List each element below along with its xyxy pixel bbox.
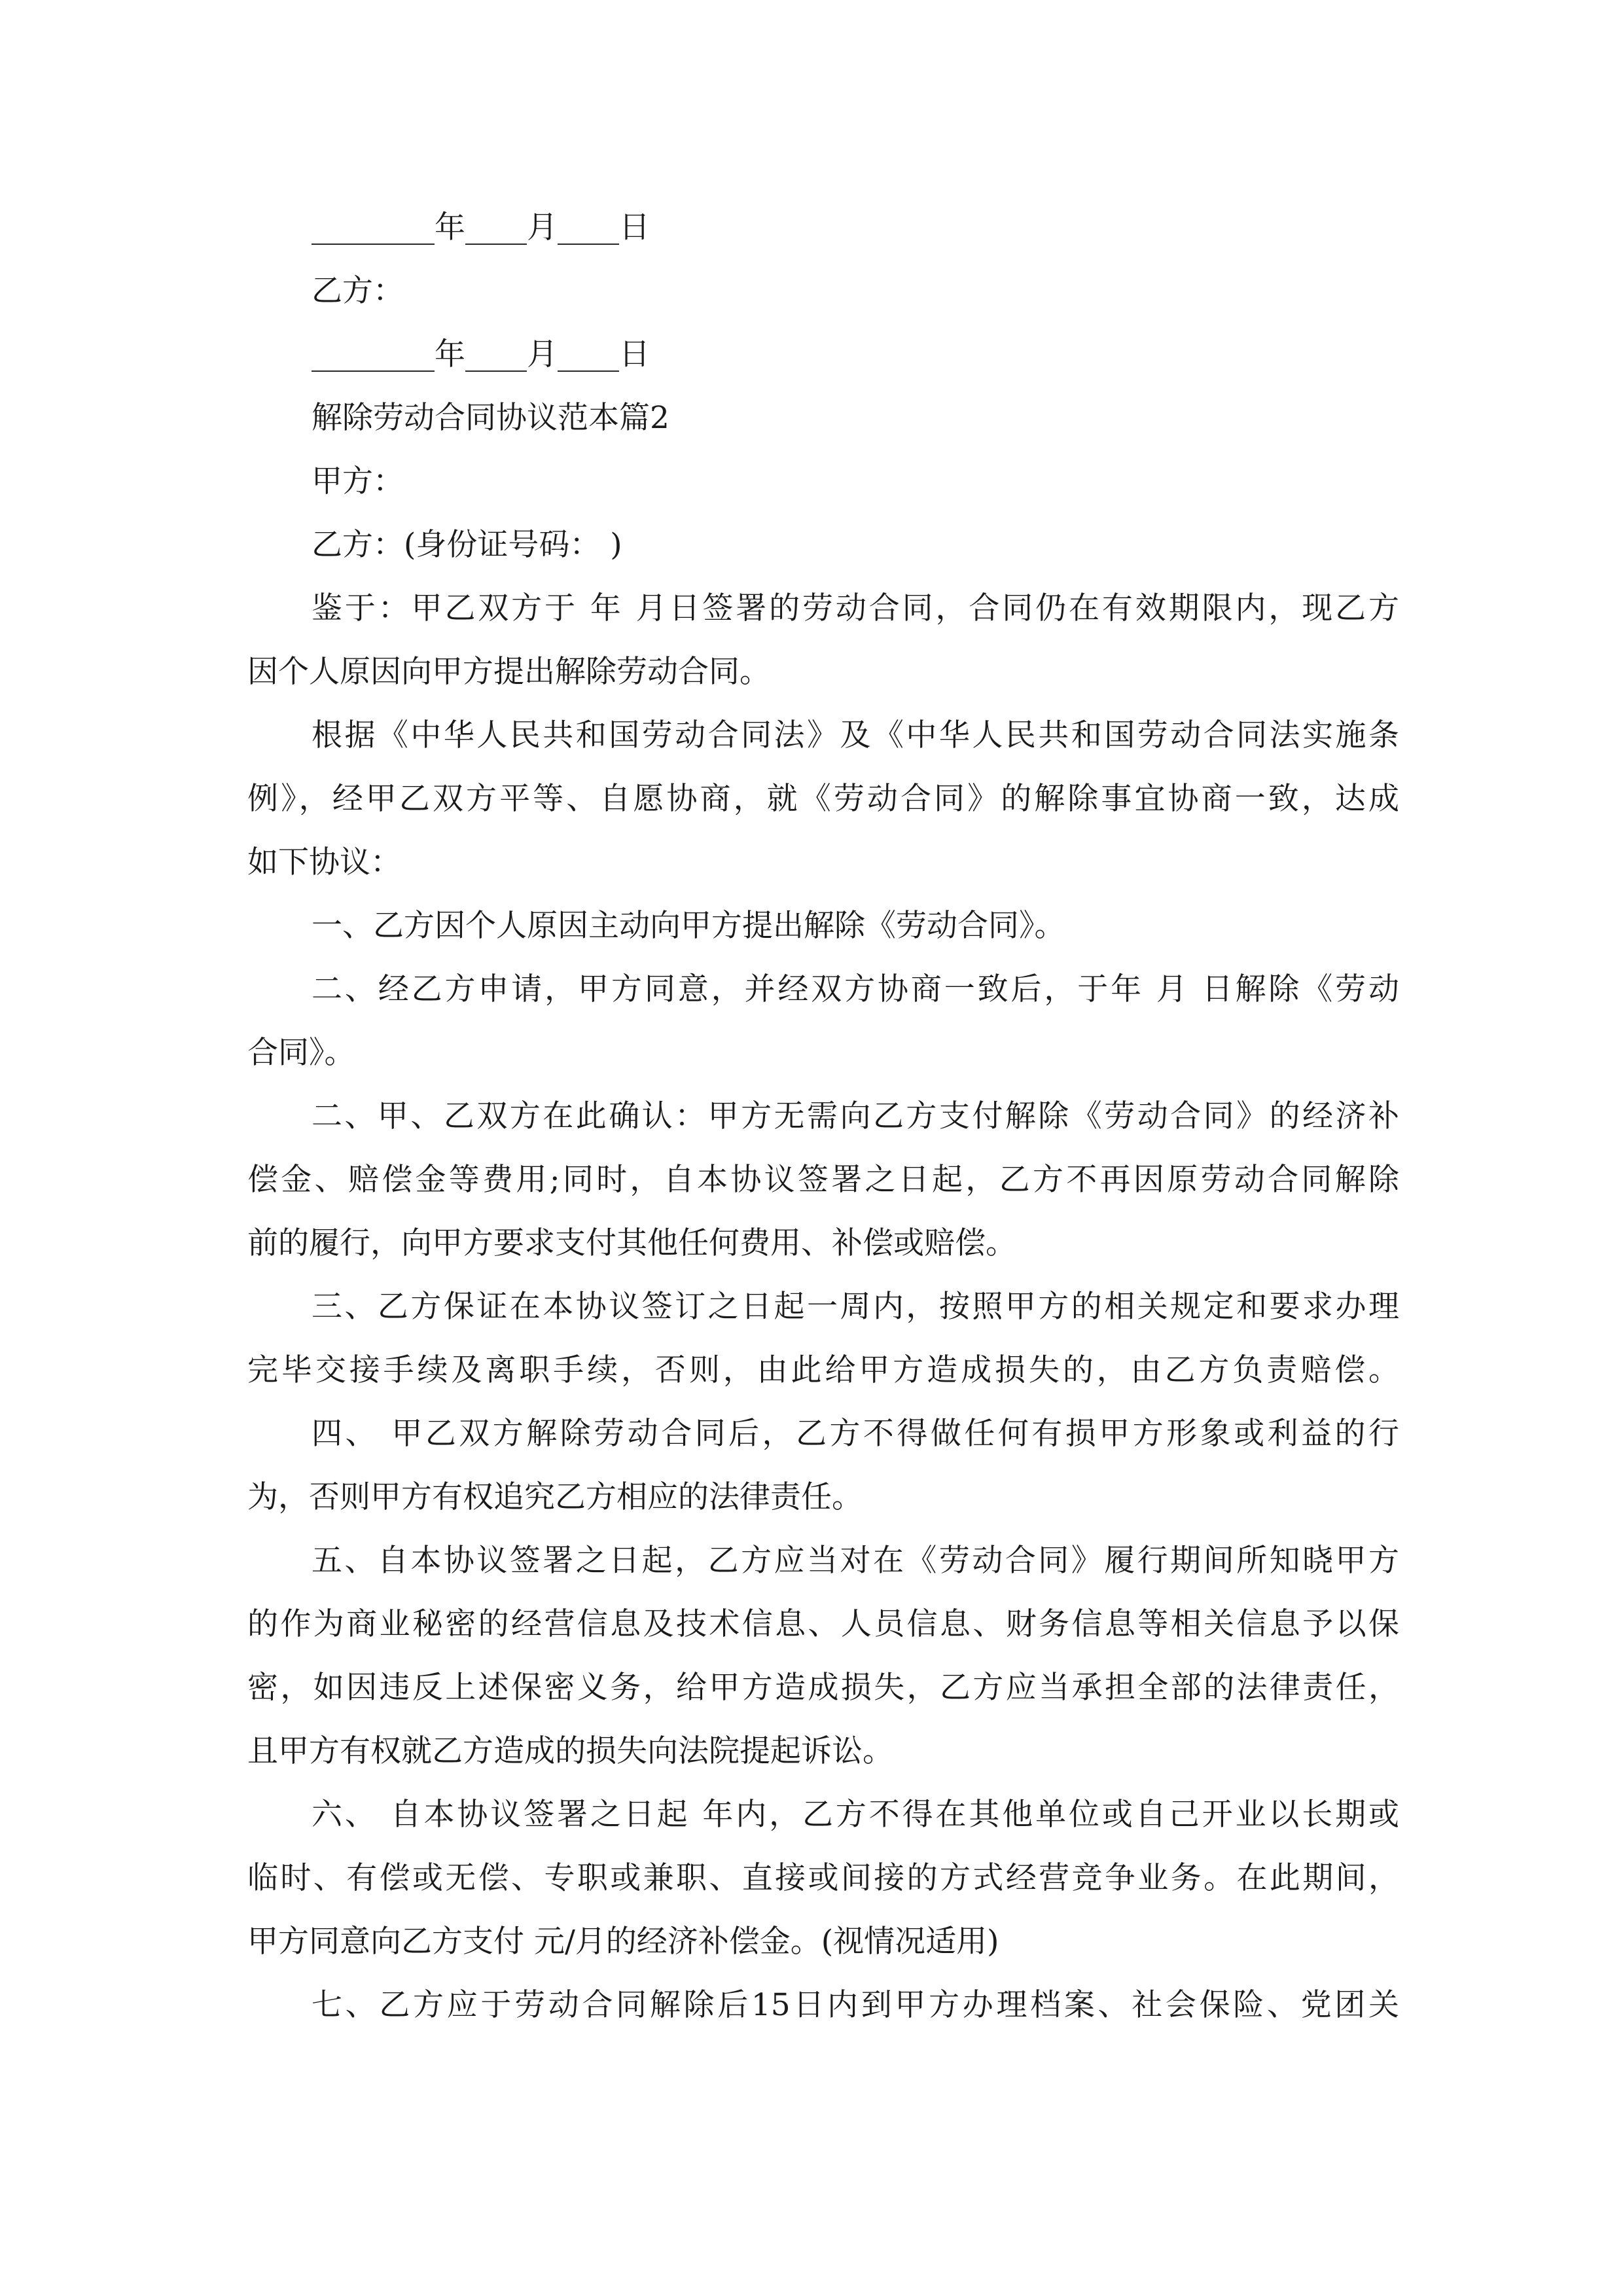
paragraph-basis-line-3: 如下协议： xyxy=(247,844,401,880)
clause-7-line-1: 七、乙方应于劳动合同解除后15日内到甲方办理档案、社会保险、党团关 xyxy=(312,1987,1399,2023)
party-b-id-line: 乙方：(身份证号码： ) xyxy=(312,527,622,563)
paragraph-basis-line-1: 根据《中华人民共和国劳动合同法》及《中华人民共和国劳动合同法实施条 xyxy=(312,717,1399,753)
clause-5-line-4: 且甲方有权就乙方造成的损失向法院提起诉讼。 xyxy=(247,1733,893,1769)
clause-2b-line-1: 二、甲、乙双方在此确认：甲方无需向乙方支付解除《劳动合同》的经济补 xyxy=(312,1098,1399,1134)
clause-4-line-1: 四、 甲乙双方解除劳动合同后，乙方不得做任何有损甲方形象或利益的行 xyxy=(312,1416,1399,1452)
clause-1-line-1: 一、乙方因个人原因主动向甲方提出解除《劳动合同》。 xyxy=(312,908,1065,944)
clause-2-line-2: 合同》。 xyxy=(247,1035,355,1071)
clause-3-line-2: 完毕交接手续及离职手续，否则，由此给甲方造成损失的，由乙方负责赔偿。 xyxy=(247,1352,1399,1388)
paragraph-basis-line-2: 例》，经甲乙双方平等、自愿协商，就《劳动合同》的解除事宜协商一致，达成 xyxy=(247,781,1399,817)
clause-5-line-2: 的作为商业秘密的经营信息及技术信息、人员信息、财务信息等相关信息予以保 xyxy=(247,1606,1399,1642)
clause-5-line-3: 密，如因违反上述保密义务，给甲方造成损失，乙方应当承担全部的法律责任， xyxy=(247,1670,1399,1706)
clause-5-line-1: 五、自本协议签署之日起，乙方应当对在《劳动合同》履行期间所知晓甲方 xyxy=(312,1543,1399,1579)
clause-2b-line-3: 前的履行，向甲方要求支付其他任何费用、补偿或赔偿。 xyxy=(247,1225,1016,1261)
paragraph-whereas-line-1: 鉴于：甲乙双方于 年 月日签署的劳动合同，合同仍在有效期限内，现乙方 xyxy=(312,590,1399,626)
section-title: 解除劳动合同协议范本篇2 xyxy=(312,400,669,436)
signature-date-line-1: ________年____月____日 xyxy=(312,209,650,245)
party-b-label: 乙方： xyxy=(312,273,404,309)
clause-6-line-3: 甲方同意向乙方支付 元/月的经济补偿金。(视情况适用) xyxy=(247,1924,999,1960)
clause-2-line-1: 二、经乙方申请，甲方同意，并经双方协商一致后，于年 月 日解除《劳动 xyxy=(312,971,1399,1007)
clause-6-line-1: 六、 自本协议签署之日起 年内，乙方不得在其他单位或自己开业以长期或 xyxy=(312,1797,1399,1833)
paragraph-whereas-line-2: 因个人原因向甲方提出解除劳动合同。 xyxy=(247,654,770,690)
clause-6-line-2: 临时、有偿或无偿、专职或兼职、直接或间接的方式经营竞争业务。在此期间， xyxy=(247,1860,1399,1896)
clause-2b-line-2: 偿金、赔偿金等费用;同时，自本协议签署之日起，乙方不再因原劳动合同解除 xyxy=(247,1162,1399,1198)
clause-4-line-2: 为，否则甲方有权追究乙方相应的法律责任。 xyxy=(247,1479,863,1515)
party-a-label: 甲方： xyxy=(312,463,404,499)
signature-date-line-2: ________年____月____日 xyxy=(312,336,650,372)
clause-3-line-1: 三、乙方保证在本协议签订之日起一周内，按照甲方的相关规定和要求办理 xyxy=(312,1289,1399,1325)
